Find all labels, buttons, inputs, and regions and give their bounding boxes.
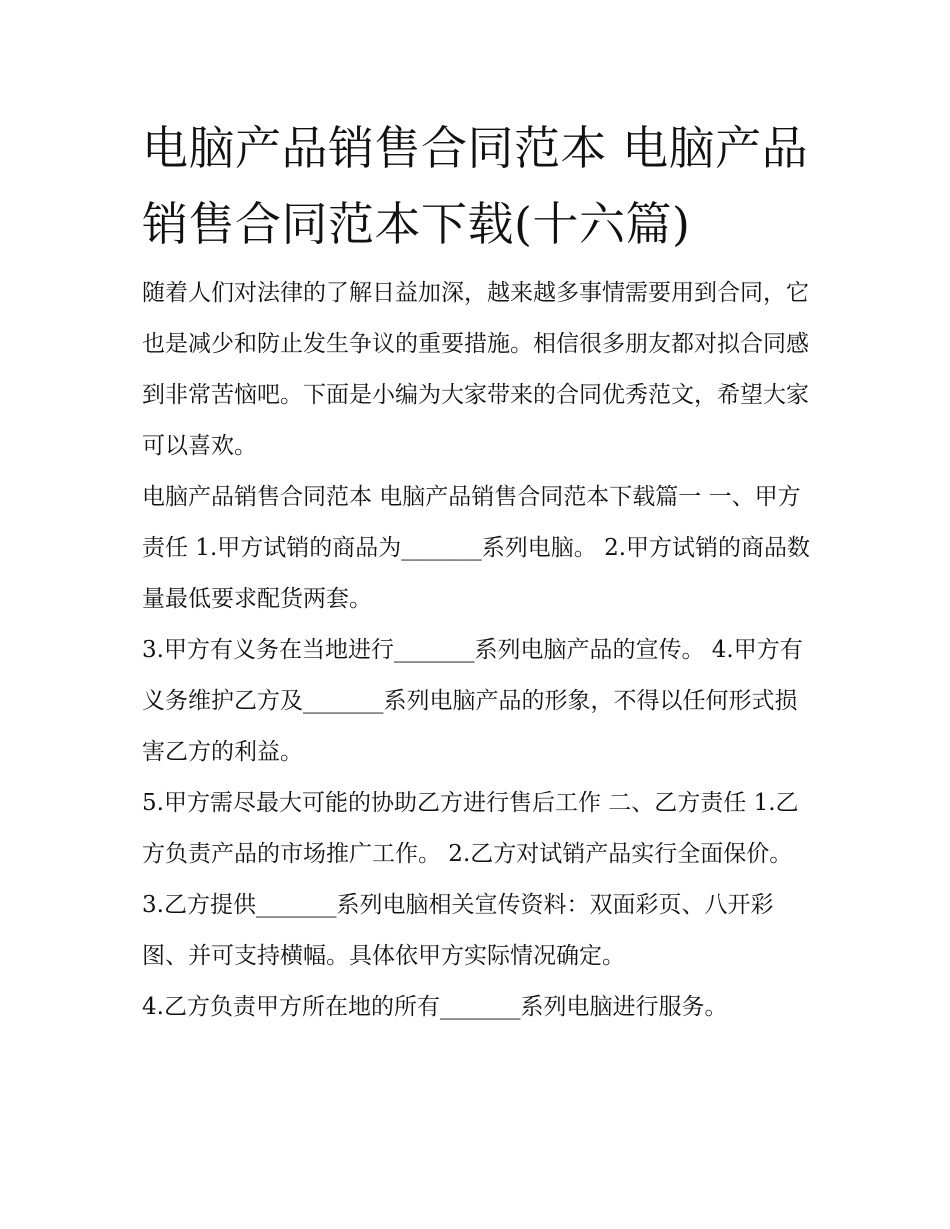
- party-b-service-paragraph: 4.乙方负责甲方所在地的所有_______系列电脑进行服务。: [142, 994, 728, 1020]
- intro-paragraph: 随着人们对法律的了解日益加深，越来越多事情需要用到合同，它也是减少和防止发生争议的重要措施。相信很多朋友都对拟合同感到非常苦恼吧。下面是小编为大家带来的合同优秀范文，希望大家可以喜欢。: [142, 280, 809, 459]
- party-b-responsibilities-paragraph: 5.甲方需尽最大可能的协助乙方进行售后工作 二、乙方责任 1.乙方负责产品的市场推广工作。 2.乙方对试销产品实行全面保价。: [142, 790, 799, 867]
- party-b-materials-paragraph: 3.乙方提供_______系列电脑相关宣传资料：双面彩页、八开彩图、并可支持横幅。具体依甲方实际情况确定。: [142, 892, 774, 969]
- document-body: [142, 110, 810, 1033]
- party-a-responsibilities-paragraph: 电脑产品销售合同范本 电脑产品销售合同范本下载篇一 一、甲方责任 1.甲方试销的商品为_______系列电脑。 2.甲方试销的商品数量最低要求配货两套。: [142, 484, 811, 612]
- document-title: 电脑产品销售合同范本 电脑产品销售合同范本下载(十六篇): [142, 121, 809, 251]
- party-a-promotion-paragraph: 3.甲方有义务在当地进行_______系列电脑产品的宣传。 4.甲方有义务维护乙方及_______系列电脑产品的形象，不得以任何形式损害乙方的利益。: [142, 637, 803, 765]
